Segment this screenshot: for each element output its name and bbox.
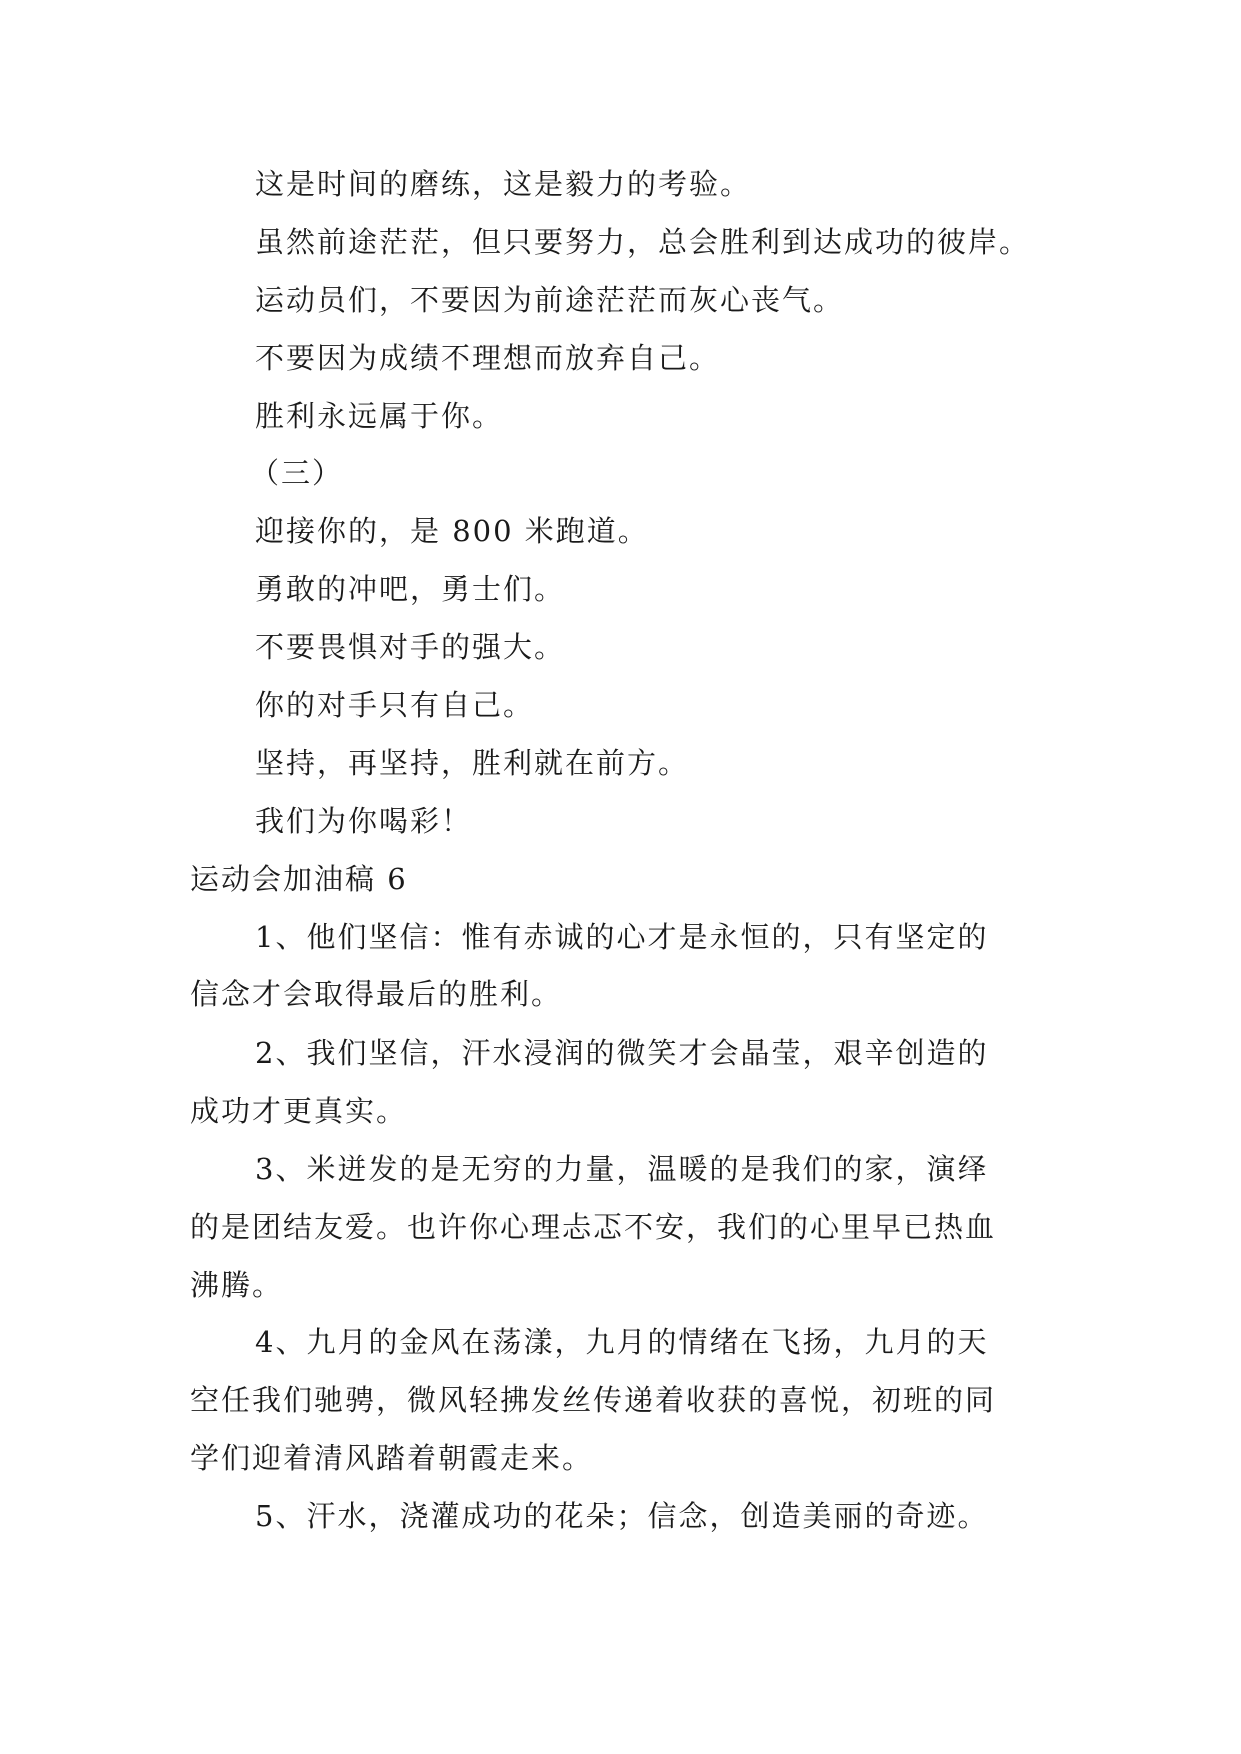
paragraph-line: 虽然前途茫茫，但只要努力，总会胜利到达成功的彼岸。 bbox=[255, 225, 1031, 259]
paragraph-line: 这是时间的磨练，这是毅力的考验。 bbox=[255, 167, 752, 201]
paragraph-line: 学们迎着清风踏着朝霞走来。 bbox=[190, 1441, 594, 1475]
paragraph-line: 沸腾。 bbox=[190, 1268, 284, 1302]
paragraph-line: 我们为你喝彩！ bbox=[255, 804, 473, 838]
paragraph-line: 运动员们，不要因为前途茫茫而灰心丧气。 bbox=[255, 283, 845, 317]
paragraph-line: 2、我们坚信，汗水浸润的微笑才会晶莹，艰辛创造的 bbox=[255, 1036, 989, 1070]
paragraph-line: 1、他们坚信：惟有赤诚的心才是永恒的，只有坚定的 bbox=[255, 920, 989, 954]
paragraph-line: 3、米迸发的是无穷的力量，温暖的是我们的家，演绎 bbox=[255, 1152, 989, 1186]
paragraph-line: 的是团结友爱。也许你心理忐忑不安，我们的心里早已热血 bbox=[190, 1210, 997, 1244]
paragraph-line: 空任我们驰骋，微风轻拂发丝传递着收获的喜悦，初班的同 bbox=[190, 1383, 997, 1417]
paragraph-line: 不要畏惧对手的强大。 bbox=[255, 630, 566, 664]
paragraph-line: 成功才更真实。 bbox=[190, 1094, 408, 1128]
paragraph-line: 5、汗水，浇灌成功的花朵；信念，创造美丽的奇迹。 bbox=[255, 1499, 989, 1533]
paragraph-line: 迎接你的，是 800 米跑道。 bbox=[255, 514, 649, 548]
paragraph-line: 不要因为成绩不理想而放弃自己。 bbox=[255, 341, 721, 375]
paragraph-line: 坚持，再坚持，胜利就在前方。 bbox=[255, 746, 690, 780]
paragraph-line: 胜利永远属于你。 bbox=[255, 399, 504, 433]
section-heading: 运动会加油稿 6 bbox=[190, 862, 408, 896]
section-marker: （三） bbox=[250, 456, 344, 490]
paragraph-line: 你的对手只有自己。 bbox=[255, 688, 535, 722]
paragraph-line: 勇敢的冲吧，勇士们。 bbox=[255, 572, 566, 606]
paragraph-line: 信念才会取得最后的胜利。 bbox=[190, 977, 563, 1011]
paragraph-line: 4、九月的金风在荡漾，九月的情绪在飞扬，九月的天 bbox=[255, 1325, 989, 1359]
